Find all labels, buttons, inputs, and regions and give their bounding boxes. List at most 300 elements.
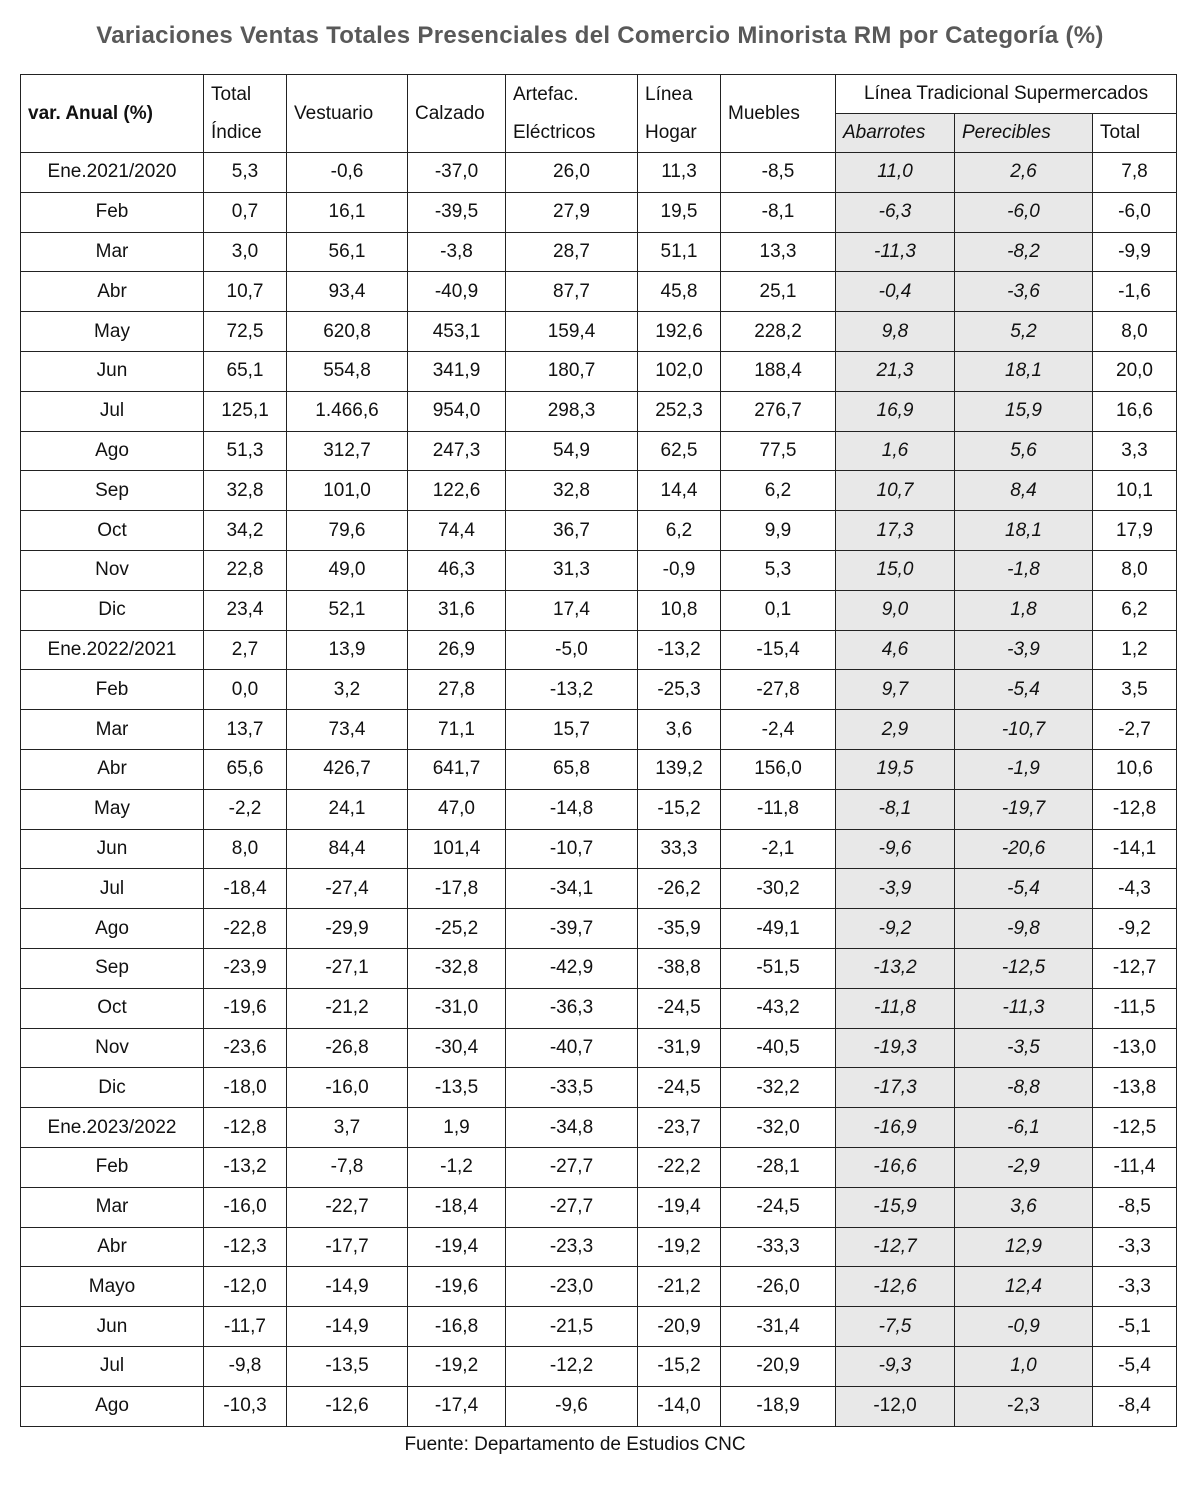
- cell-calzado: 122,6: [408, 471, 506, 511]
- table-row: [21, 670, 1177, 710]
- cell-muebles: -51,5: [721, 948, 836, 988]
- cell-total-indice: -10,3: [204, 1386, 287, 1426]
- cell-total: -3,3: [1093, 1267, 1177, 1307]
- header-linea-hogar: Línea Hogar: [638, 75, 721, 153]
- cell-total: 10,1: [1093, 471, 1177, 511]
- cell-period: Ene.2023/2022: [21, 1108, 204, 1148]
- header-total: Total: [1093, 114, 1177, 153]
- cell-period: Sep: [21, 471, 204, 511]
- cell-calzado: -37,0: [408, 153, 506, 193]
- cell-linea-hogar: -24,5: [638, 1068, 721, 1108]
- cell-abarrotes: -19,3: [836, 1028, 955, 1068]
- cell-vestuario: 49,0: [287, 550, 408, 590]
- table-row: [21, 1386, 1177, 1426]
- page-title: Variaciones Ventas Totales Presenciales del Comercio Minorista RM por Categoría (%): [96, 22, 1104, 49]
- header-perecibles: Perecibles: [955, 114, 1093, 153]
- cell-vestuario: 3,2: [287, 670, 408, 710]
- cell-vestuario: 84,4: [287, 829, 408, 869]
- cell-perecibles: -1,8: [955, 550, 1093, 590]
- cell-abarrotes: -12,0: [836, 1386, 955, 1426]
- cell-muebles: -20,9: [721, 1346, 836, 1386]
- cell-artefactos: -34,1: [506, 869, 638, 909]
- cell-muebles: -24,5: [721, 1187, 836, 1227]
- cell-calzado: 71,1: [408, 710, 506, 750]
- table-row: [21, 192, 1177, 232]
- cell-calzado: 47,0: [408, 789, 506, 829]
- cell-vestuario: -7,8: [287, 1147, 408, 1187]
- cell-linea-hogar: -0,9: [638, 550, 721, 590]
- header-artefactos: Artefac. Eléctricos: [506, 75, 638, 153]
- cell-perecibles: -11,3: [955, 988, 1093, 1028]
- cell-abarrotes: -12,6: [836, 1267, 955, 1307]
- cell-total: -8,5: [1093, 1187, 1177, 1227]
- cell-period: Dic: [21, 1068, 204, 1108]
- cell-calzado: -13,5: [408, 1068, 506, 1108]
- cell-total-indice: -22,8: [204, 909, 287, 949]
- cell-period: Oct: [21, 988, 204, 1028]
- cell-linea-hogar: -31,9: [638, 1028, 721, 1068]
- cell-perecibles: -3,9: [955, 630, 1093, 670]
- cell-muebles: -11,8: [721, 789, 836, 829]
- table-row: [21, 550, 1177, 590]
- cell-linea-hogar: -19,2: [638, 1227, 721, 1267]
- table-row: [21, 710, 1177, 750]
- header-supermercados-group: Línea Tradicional Supermercados: [836, 75, 1177, 114]
- cell-linea-hogar: -13,2: [638, 630, 721, 670]
- cell-abarrotes: -16,6: [836, 1147, 955, 1187]
- cell-abarrotes: -8,1: [836, 789, 955, 829]
- cell-vestuario: 79,6: [287, 511, 408, 551]
- cell-abarrotes: -6,3: [836, 192, 955, 232]
- cell-total-indice: 5,3: [204, 153, 287, 193]
- table-row: [21, 1346, 1177, 1386]
- cell-total: -14,1: [1093, 829, 1177, 869]
- cell-linea-hogar: -22,2: [638, 1147, 721, 1187]
- cell-artefactos: 17,4: [506, 590, 638, 630]
- cell-abarrotes: -15,9: [836, 1187, 955, 1227]
- cell-abarrotes: 9,7: [836, 670, 955, 710]
- cell-vestuario: 56,1: [287, 232, 408, 272]
- cell-vestuario: 3,7: [287, 1108, 408, 1148]
- cell-calzado: -1,2: [408, 1147, 506, 1187]
- cell-calzado: 26,9: [408, 630, 506, 670]
- cell-total: -3,3: [1093, 1227, 1177, 1267]
- sales-variation-table: [20, 74, 1177, 1427]
- cell-total: 3,3: [1093, 431, 1177, 471]
- cell-vestuario: -16,0: [287, 1068, 408, 1108]
- cell-artefactos: -34,8: [506, 1108, 638, 1148]
- table-row: [21, 1028, 1177, 1068]
- cell-abarrotes: 15,0: [836, 550, 955, 590]
- cell-total-indice: 32,8: [204, 471, 287, 511]
- cell-muebles: -27,8: [721, 670, 836, 710]
- cell-vestuario: 52,1: [287, 590, 408, 630]
- cell-muebles: -26,0: [721, 1267, 836, 1307]
- cell-total-indice: 65,1: [204, 351, 287, 391]
- cell-artefactos: 28,7: [506, 232, 638, 272]
- cell-linea-hogar: 3,6: [638, 710, 721, 750]
- cell-artefactos: -5,0: [506, 630, 638, 670]
- cell-perecibles: -10,7: [955, 710, 1093, 750]
- cell-calzado: -19,2: [408, 1346, 506, 1386]
- cell-artefactos: 87,7: [506, 272, 638, 312]
- cell-total: -13,8: [1093, 1068, 1177, 1108]
- cell-abarrotes: 19,5: [836, 749, 955, 789]
- cell-perecibles: -20,6: [955, 829, 1093, 869]
- cell-total-indice: 65,6: [204, 749, 287, 789]
- cell-period: Abr: [21, 272, 204, 312]
- cell-total: -13,0: [1093, 1028, 1177, 1068]
- cell-artefactos: -27,7: [506, 1187, 638, 1227]
- cell-total-indice: -9,8: [204, 1346, 287, 1386]
- cell-artefactos: 159,4: [506, 312, 638, 352]
- cell-vestuario: 73,4: [287, 710, 408, 750]
- cell-total-indice: -12,0: [204, 1267, 287, 1307]
- cell-perecibles: -0,9: [955, 1307, 1093, 1347]
- cell-perecibles: -9,8: [955, 909, 1093, 949]
- cell-perecibles: 1,0: [955, 1346, 1093, 1386]
- cell-abarrotes: -16,9: [836, 1108, 955, 1148]
- cell-artefactos: 180,7: [506, 351, 638, 391]
- cell-muebles: -2,4: [721, 710, 836, 750]
- cell-period: Jun: [21, 829, 204, 869]
- cell-vestuario: 312,7: [287, 431, 408, 471]
- table-row: [21, 948, 1177, 988]
- cell-muebles: -32,0: [721, 1108, 836, 1148]
- cell-linea-hogar: 33,3: [638, 829, 721, 869]
- cell-total-indice: 13,7: [204, 710, 287, 750]
- cell-perecibles: -5,4: [955, 869, 1093, 909]
- cell-vestuario: 101,0: [287, 471, 408, 511]
- cell-calzado: -30,4: [408, 1028, 506, 1068]
- cell-linea-hogar: -35,9: [638, 909, 721, 949]
- table-row: [21, 869, 1177, 909]
- cell-linea-hogar: 192,6: [638, 312, 721, 352]
- cell-linea-hogar: 10,8: [638, 590, 721, 630]
- cell-linea-hogar: -26,2: [638, 869, 721, 909]
- cell-muebles: -28,1: [721, 1147, 836, 1187]
- cell-total-indice: -23,6: [204, 1028, 287, 1068]
- table-row: [21, 431, 1177, 471]
- cell-muebles: -8,5: [721, 153, 836, 193]
- cell-total-indice: 3,0: [204, 232, 287, 272]
- cell-total-indice: 72,5: [204, 312, 287, 352]
- cell-muebles: -32,2: [721, 1068, 836, 1108]
- cell-muebles: 156,0: [721, 749, 836, 789]
- cell-linea-hogar: -14,0: [638, 1386, 721, 1426]
- cell-total: -11,5: [1093, 988, 1177, 1028]
- cell-vestuario: 16,1: [287, 192, 408, 232]
- table-row: [21, 1108, 1177, 1148]
- cell-calzado: 27,8: [408, 670, 506, 710]
- cell-artefactos: -40,7: [506, 1028, 638, 1068]
- cell-artefactos: -21,5: [506, 1307, 638, 1347]
- cell-abarrotes: -12,7: [836, 1227, 955, 1267]
- header-muebles: Muebles: [721, 75, 836, 153]
- header-period: var. Anual (%): [21, 75, 204, 153]
- cell-abarrotes: -0,4: [836, 272, 955, 312]
- cell-linea-hogar: 252,3: [638, 391, 721, 431]
- cell-total: 8,0: [1093, 312, 1177, 352]
- cell-artefactos: -14,8: [506, 789, 638, 829]
- cell-total: -4,3: [1093, 869, 1177, 909]
- header-vestuario: Vestuario: [287, 75, 408, 153]
- header-abarrotes: Abarrotes: [836, 114, 955, 153]
- cell-total: -12,8: [1093, 789, 1177, 829]
- table-row: [21, 1147, 1177, 1187]
- cell-artefactos: -33,5: [506, 1068, 638, 1108]
- cell-linea-hogar: -25,3: [638, 670, 721, 710]
- cell-abarrotes: 4,6: [836, 630, 955, 670]
- cell-muebles: 25,1: [721, 272, 836, 312]
- cell-total: 17,9: [1093, 511, 1177, 551]
- cell-artefactos: -13,2: [506, 670, 638, 710]
- table-row: [21, 511, 1177, 551]
- cell-period: Jul: [21, 391, 204, 431]
- cell-muebles: -43,2: [721, 988, 836, 1028]
- cell-perecibles: 5,6: [955, 431, 1093, 471]
- table-row: [21, 272, 1177, 312]
- cell-linea-hogar: 45,8: [638, 272, 721, 312]
- cell-total-indice: -11,7: [204, 1307, 287, 1347]
- cell-linea-hogar: 62,5: [638, 431, 721, 471]
- cell-perecibles: -3,6: [955, 272, 1093, 312]
- cell-muebles: -30,2: [721, 869, 836, 909]
- cell-muebles: 6,2: [721, 471, 836, 511]
- cell-total: -8,4: [1093, 1386, 1177, 1426]
- cell-abarrotes: 10,7: [836, 471, 955, 511]
- cell-total-indice: -2,2: [204, 789, 287, 829]
- cell-muebles: 5,3: [721, 550, 836, 590]
- cell-total-indice: 34,2: [204, 511, 287, 551]
- cell-vestuario: -27,1: [287, 948, 408, 988]
- cell-total-indice: 22,8: [204, 550, 287, 590]
- cell-calzado: -3,8: [408, 232, 506, 272]
- cell-abarrotes: 9,8: [836, 312, 955, 352]
- table-row: [21, 1068, 1177, 1108]
- cell-vestuario: -26,8: [287, 1028, 408, 1068]
- cell-total: -9,9: [1093, 232, 1177, 272]
- cell-perecibles: -5,4: [955, 670, 1093, 710]
- cell-abarrotes: 16,9: [836, 391, 955, 431]
- cell-artefactos: 65,8: [506, 749, 638, 789]
- cell-perecibles: 8,4: [955, 471, 1093, 511]
- cell-linea-hogar: -38,8: [638, 948, 721, 988]
- cell-period: Oct: [21, 511, 204, 551]
- cell-abarrotes: -3,9: [836, 869, 955, 909]
- source-note: Fuente: Departamento de Estudios CNC: [404, 1434, 746, 1455]
- cell-total-indice: 125,1: [204, 391, 287, 431]
- cell-vestuario: -22,7: [287, 1187, 408, 1227]
- cell-total: 7,8: [1093, 153, 1177, 193]
- cell-perecibles: 18,1: [955, 511, 1093, 551]
- header-total-indice: Total Índice: [204, 75, 287, 153]
- cell-linea-hogar: -19,4: [638, 1187, 721, 1227]
- cell-period: Ene.2021/2020: [21, 153, 204, 193]
- cell-artefactos: -9,6: [506, 1386, 638, 1426]
- cell-vestuario: -13,5: [287, 1346, 408, 1386]
- cell-total: -1,6: [1093, 272, 1177, 312]
- cell-total-indice: 8,0: [204, 829, 287, 869]
- cell-artefactos: -10,7: [506, 829, 638, 869]
- table-row: [21, 749, 1177, 789]
- cell-calzado: -19,6: [408, 1267, 506, 1307]
- cell-perecibles: -2,9: [955, 1147, 1093, 1187]
- cell-total: 1,2: [1093, 630, 1177, 670]
- cell-artefactos: 298,3: [506, 391, 638, 431]
- cell-perecibles: -12,5: [955, 948, 1093, 988]
- cell-total-indice: -18,0: [204, 1068, 287, 1108]
- cell-artefactos: -27,7: [506, 1147, 638, 1187]
- cell-abarrotes: 21,3: [836, 351, 955, 391]
- cell-linea-hogar: 14,4: [638, 471, 721, 511]
- cell-total-indice: 23,4: [204, 590, 287, 630]
- cell-perecibles: -8,2: [955, 232, 1093, 272]
- cell-muebles: 276,7: [721, 391, 836, 431]
- cell-artefactos: -42,9: [506, 948, 638, 988]
- cell-period: Feb: [21, 670, 204, 710]
- cell-period: Nov: [21, 1028, 204, 1068]
- cell-perecibles: -6,1: [955, 1108, 1093, 1148]
- cell-calzado: 247,3: [408, 431, 506, 471]
- cell-total-indice: -12,8: [204, 1108, 287, 1148]
- cell-period: Nov: [21, 550, 204, 590]
- cell-period: Feb: [21, 1147, 204, 1187]
- cell-total-indice: 2,7: [204, 630, 287, 670]
- cell-vestuario: -27,4: [287, 869, 408, 909]
- cell-total: 8,0: [1093, 550, 1177, 590]
- cell-perecibles: -1,9: [955, 749, 1093, 789]
- cell-linea-hogar: 19,5: [638, 192, 721, 232]
- cell-period: Abr: [21, 1227, 204, 1267]
- table-row: [21, 391, 1177, 431]
- cell-perecibles: 1,8: [955, 590, 1093, 630]
- cell-perecibles: -6,0: [955, 192, 1093, 232]
- cell-total-indice: -12,3: [204, 1227, 287, 1267]
- cell-period: Sep: [21, 948, 204, 988]
- cell-muebles: -2,1: [721, 829, 836, 869]
- table-row: [21, 471, 1177, 511]
- table-row: [21, 1307, 1177, 1347]
- cell-muebles: 13,3: [721, 232, 836, 272]
- cell-perecibles: 3,6: [955, 1187, 1093, 1227]
- cell-total: -11,4: [1093, 1147, 1177, 1187]
- cell-calzado: 954,0: [408, 391, 506, 431]
- cell-abarrotes: 9,0: [836, 590, 955, 630]
- cell-abarrotes: -7,5: [836, 1307, 955, 1347]
- cell-artefactos: -23,3: [506, 1227, 638, 1267]
- cell-vestuario: 93,4: [287, 272, 408, 312]
- cell-total: -12,5: [1093, 1108, 1177, 1148]
- cell-muebles: -8,1: [721, 192, 836, 232]
- cell-vestuario: 554,8: [287, 351, 408, 391]
- cell-total: -5,4: [1093, 1346, 1177, 1386]
- cell-abarrotes: 11,0: [836, 153, 955, 193]
- header-calzado: Calzado: [408, 75, 506, 153]
- cell-period: Ago: [21, 1386, 204, 1426]
- cell-period: Abr: [21, 749, 204, 789]
- cell-vestuario: -14,9: [287, 1267, 408, 1307]
- cell-total-indice: -13,2: [204, 1147, 287, 1187]
- cell-abarrotes: 2,9: [836, 710, 955, 750]
- cell-calzado: 453,1: [408, 312, 506, 352]
- cell-muebles: -31,4: [721, 1307, 836, 1347]
- cell-vestuario: -29,9: [287, 909, 408, 949]
- cell-linea-hogar: -15,2: [638, 1346, 721, 1386]
- cell-perecibles: 12,9: [955, 1227, 1093, 1267]
- table-row: [21, 351, 1177, 391]
- cell-calzado: 641,7: [408, 749, 506, 789]
- cell-vestuario: 1.466,6: [287, 391, 408, 431]
- cell-total: 20,0: [1093, 351, 1177, 391]
- cell-total: -12,7: [1093, 948, 1177, 988]
- cell-perecibles: -19,7: [955, 789, 1093, 829]
- cell-perecibles: 5,2: [955, 312, 1093, 352]
- cell-abarrotes: -13,2: [836, 948, 955, 988]
- cell-vestuario: -14,9: [287, 1307, 408, 1347]
- cell-muebles: 0,1: [721, 590, 836, 630]
- cell-perecibles: 12,4: [955, 1267, 1093, 1307]
- cell-calzado: -16,8: [408, 1307, 506, 1347]
- cell-abarrotes: -9,6: [836, 829, 955, 869]
- cell-artefactos: 31,3: [506, 550, 638, 590]
- table-body: [21, 153, 1177, 1427]
- cell-muebles: -15,4: [721, 630, 836, 670]
- cell-vestuario: -12,6: [287, 1386, 408, 1426]
- cell-calzado: -39,5: [408, 192, 506, 232]
- cell-perecibles: 2,6: [955, 153, 1093, 193]
- table-row: [21, 590, 1177, 630]
- table-row: [21, 988, 1177, 1028]
- cell-muebles: -33,3: [721, 1227, 836, 1267]
- table-row: [21, 789, 1177, 829]
- cell-period: Mayo: [21, 1267, 204, 1307]
- cell-muebles: 188,4: [721, 351, 836, 391]
- cell-artefactos: 54,9: [506, 431, 638, 471]
- cell-total-indice: 10,7: [204, 272, 287, 312]
- cell-abarrotes: -9,2: [836, 909, 955, 949]
- cell-perecibles: -3,5: [955, 1028, 1093, 1068]
- table-row: [21, 1187, 1177, 1227]
- cell-period: Ene.2022/2021: [21, 630, 204, 670]
- table-row: [21, 1267, 1177, 1307]
- cell-total-indice: 0,7: [204, 192, 287, 232]
- cell-linea-hogar: 139,2: [638, 749, 721, 789]
- cell-abarrotes: 1,6: [836, 431, 955, 471]
- cell-perecibles: -8,8: [955, 1068, 1093, 1108]
- cell-muebles: -18,9: [721, 1386, 836, 1426]
- cell-linea-hogar: 102,0: [638, 351, 721, 391]
- cell-period: May: [21, 789, 204, 829]
- cell-abarrotes: -11,3: [836, 232, 955, 272]
- cell-perecibles: 18,1: [955, 351, 1093, 391]
- cell-artefactos: -39,7: [506, 909, 638, 949]
- cell-total-indice: -19,6: [204, 988, 287, 1028]
- cell-vestuario: -17,7: [287, 1227, 408, 1267]
- cell-artefactos: 36,7: [506, 511, 638, 551]
- cell-vestuario: 620,8: [287, 312, 408, 352]
- cell-total: 6,2: [1093, 590, 1177, 630]
- cell-calzado: 1,9: [408, 1108, 506, 1148]
- cell-vestuario: -21,2: [287, 988, 408, 1028]
- cell-total: 3,5: [1093, 670, 1177, 710]
- cell-total-indice: -18,4: [204, 869, 287, 909]
- cell-calzado: -17,8: [408, 869, 506, 909]
- cell-period: Jun: [21, 351, 204, 391]
- table-row: [21, 312, 1177, 352]
- cell-calzado: 31,6: [408, 590, 506, 630]
- table-row: [21, 630, 1177, 670]
